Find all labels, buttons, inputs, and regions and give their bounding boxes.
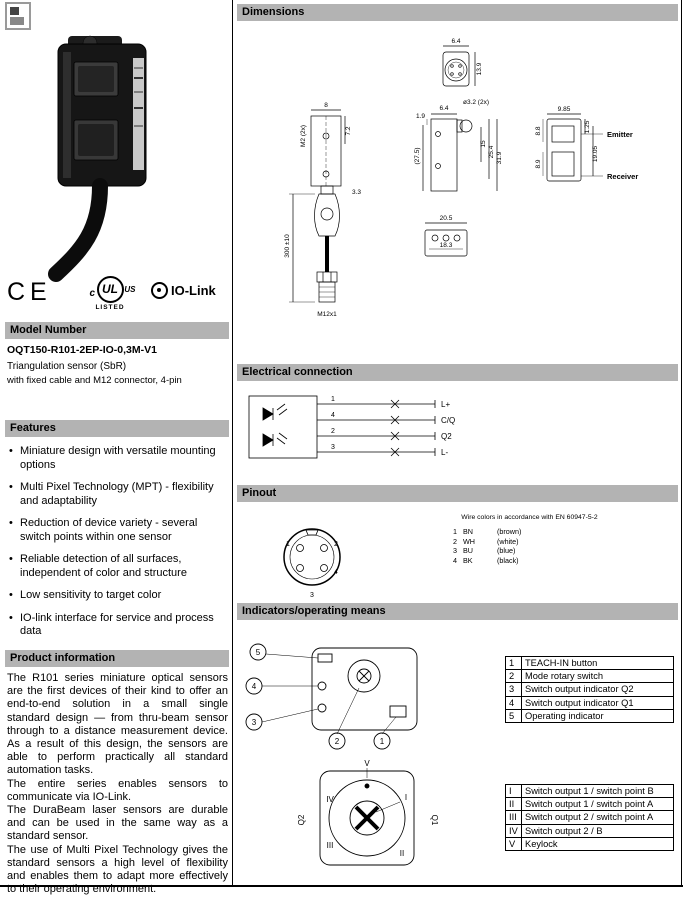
terminal-number: 2: [331, 428, 335, 435]
table-key: IV: [506, 824, 522, 837]
electrical-diagram: [239, 388, 679, 473]
table-key: V: [506, 837, 522, 850]
wire-color: (blue): [497, 546, 516, 555]
feature-item: • IO-link interface for service and process data: [7, 612, 227, 639]
dim-label: 8: [324, 102, 328, 109]
receiver-label: Receiver: [607, 172, 639, 181]
rotary-position-label: II: [399, 849, 405, 858]
terminal-number: 1: [331, 396, 335, 403]
right-column: [237, 0, 678, 886]
electrical-header: Electrical connection: [237, 364, 678, 381]
feature-item: • Reliable detection of all surfaces, independent of color and structure: [7, 553, 227, 580]
table-key: 5: [506, 709, 522, 722]
wire-color: (black): [497, 555, 519, 565]
column-divider: [232, 0, 233, 886]
terminal-label: L+: [441, 400, 451, 409]
rotary-position-label: I: [404, 793, 408, 802]
wire-color: (white): [497, 536, 519, 546]
table-key: II: [506, 798, 522, 811]
right-edge-line: [681, 0, 682, 886]
pinout-drawing: [262, 512, 372, 602]
dim-label: ø3.2 (2x): [463, 99, 490, 106]
dim-label: 19.05: [592, 145, 599, 163]
wire-row: [449, 537, 672, 547]
dim-label: 8.8: [535, 126, 542, 136]
table-desc: Switch output 1 / switch point B: [522, 785, 674, 798]
features-list: [7, 445, 227, 648]
dimensions-drawing: [255, 24, 675, 354]
product-info-paragraph: The R101 series miniature optical sensors are the first devices of their kind to offer an end-to-end solution in a small single standard design — from thru-beam sensor through to a distance measurement device. As a result of this design, the sensors are able to perform practically all standard automation tasks.: [7, 672, 228, 777]
table-row: [506, 798, 674, 811]
model-description-2: with fixed cable and M12 connector, 4-pin: [7, 375, 182, 386]
ul-mark-us: US: [124, 285, 136, 294]
table-desc: Switch output indicator Q1: [522, 696, 674, 709]
dim-label: 300 ±10: [284, 234, 291, 258]
pin-number: 4: [334, 569, 338, 576]
rotary-position-label: IV: [326, 795, 334, 804]
product-info-header: Product information: [5, 650, 229, 667]
dim-label: M12x1: [317, 311, 337, 318]
table-key: III: [506, 811, 522, 824]
table-row: [506, 785, 674, 798]
table-row: [506, 657, 674, 670]
ul-mark-circle: [89, 276, 136, 303]
pin-number: 1: [286, 541, 290, 548]
table-row: [506, 683, 674, 696]
pin-number: 3: [310, 592, 314, 599]
features-header: Features: [5, 420, 229, 437]
brand-logo: [5, 2, 31, 30]
model-number-header: Model Number: [5, 322, 229, 339]
table-row: [506, 696, 674, 709]
certification-marks: [5, 276, 229, 316]
feature-item: • Miniature design with versatile mounting options: [7, 445, 227, 472]
rotary-switch-drawing: [242, 756, 492, 881]
left-column: [5, 0, 229, 896]
table-desc: TEACH-IN button: [522, 657, 674, 670]
wire-pin: 3: [453, 546, 457, 555]
brand-logo-shape: [10, 17, 24, 25]
product-photo: [30, 34, 160, 284]
io-link-icon: [151, 282, 168, 299]
product-info-text: [7, 672, 228, 896]
dim-label: 18.3: [439, 242, 453, 249]
terminal-label: Q2: [441, 432, 452, 441]
wire-pin: 4: [453, 555, 457, 565]
feature-item: • Reduction of device variety - several switch points within one sensor: [7, 517, 227, 544]
table-row: [506, 837, 674, 850]
dim-label: 31.9: [496, 151, 503, 165]
dim-label: 6.4: [439, 105, 449, 112]
emitter-label: Emitter: [607, 130, 633, 139]
rotary-q2-label: Q2: [297, 814, 306, 826]
wire-code: BU: [463, 546, 473, 555]
table-desc: Mode rotary switch: [522, 670, 674, 683]
callout-number: 5: [255, 648, 261, 657]
wire-row: [449, 546, 672, 556]
wire-code: BN: [463, 527, 473, 536]
wire-row: [449, 527, 672, 537]
wire-code: WH: [463, 536, 475, 546]
feature-item: • Multi Pixel Technology (MPT) - flexibility and adaptability: [7, 481, 227, 508]
dim-label: 15: [480, 140, 487, 148]
product-info-paragraph: The entire series enables sensors to communicate via IO-Link.: [7, 777, 228, 803]
io-link-mark: [151, 282, 216, 299]
table-desc: Switch output 2 / B: [522, 824, 674, 837]
dim-label: 13.9: [476, 62, 483, 76]
indicators-drawing: [242, 636, 492, 751]
callout-number: 3: [251, 718, 257, 727]
terminal-label: C/Q: [441, 416, 456, 425]
dim-label: 1.9: [415, 113, 425, 120]
terminal-number: 4: [331, 412, 335, 419]
wire-colors-note: Wire colors in accordance with EN 60947-5-2: [461, 514, 598, 521]
dim-label: 3.3: [352, 189, 362, 196]
brand-logo-shape: [10, 7, 19, 15]
indicators-header: Indicators/operating means: [237, 603, 678, 620]
dim-label: 7.2: [345, 126, 352, 136]
dim-label: M2 (2x): [300, 124, 307, 148]
terminal-label: L-: [441, 448, 449, 457]
product-info-paragraph: The DuraBeam laser sensors are durable and can be used in the same way as a standard sensor.: [7, 804, 228, 843]
feature-item: • Low sensitivity to target color: [7, 589, 227, 603]
ul-mark-text: UL: [102, 282, 118, 296]
rotary-position-label: V: [364, 759, 370, 768]
table-desc: Switch output 1 / switch point A: [522, 798, 674, 811]
dim-label: 1.25: [584, 120, 591, 134]
dim-label: 25.4: [488, 145, 495, 159]
table-desc: Switch output 2 / switch point A: [522, 811, 674, 824]
callout-number: 4: [251, 682, 257, 691]
dimensions-header: Dimensions: [237, 4, 678, 21]
rotary-position-label: III: [326, 841, 334, 850]
dim-label: 9.85: [557, 106, 571, 113]
ul-mark: [87, 276, 136, 311]
table-row: [506, 824, 674, 837]
rotary-q1-label: Q1: [430, 814, 439, 826]
wire-pin: 2: [453, 536, 457, 546]
callout-number: 1: [379, 737, 385, 746]
table-key: 1: [506, 657, 522, 670]
dim-label: 8.9: [535, 159, 542, 169]
model-description-1: Triangulation sensor (SbR): [7, 361, 127, 372]
wire-row: [449, 556, 672, 566]
table-key: I: [506, 785, 522, 798]
dim-label: 6.4: [451, 38, 461, 45]
wire-code: BK: [463, 555, 473, 565]
table-key: 2: [506, 670, 522, 683]
callout-number: 2: [334, 737, 340, 746]
dim-label: 20.5: [439, 215, 453, 222]
switch-positions-table: [505, 784, 674, 851]
pin-number: 2: [334, 541, 338, 548]
ul-mark-c: c: [89, 288, 96, 299]
table-desc: Operating indicator: [522, 709, 674, 722]
ce-mark: CE: [7, 278, 52, 306]
pinout-header: Pinout: [237, 485, 678, 502]
table-key: 3: [506, 683, 522, 696]
wire-color: (brown): [497, 527, 522, 536]
wire-colors-block: [387, 514, 672, 565]
table-desc: Switch output indicator Q2: [522, 683, 674, 696]
dim-label: (27.5): [414, 147, 421, 165]
io-link-label: IO-Link: [171, 283, 216, 298]
product-info-paragraph: The use of Multi Pixel Technology gives the standard sensors a high level of flexibility and enables them to adapt more effectively to their operating environment.: [7, 843, 228, 896]
table-row: [506, 670, 674, 683]
table-row: [506, 811, 674, 824]
model-number: OQT150-R101-2EP-IO-0,3M-V1: [7, 344, 157, 356]
table-desc: Keylock: [522, 837, 674, 850]
indicators-table: [505, 656, 674, 723]
table-key: 4: [506, 696, 522, 709]
table-row: [506, 709, 674, 722]
wire-pin: 1: [453, 527, 457, 536]
terminal-number: 3: [331, 444, 335, 451]
ul-listed-label: LISTED: [95, 304, 125, 311]
